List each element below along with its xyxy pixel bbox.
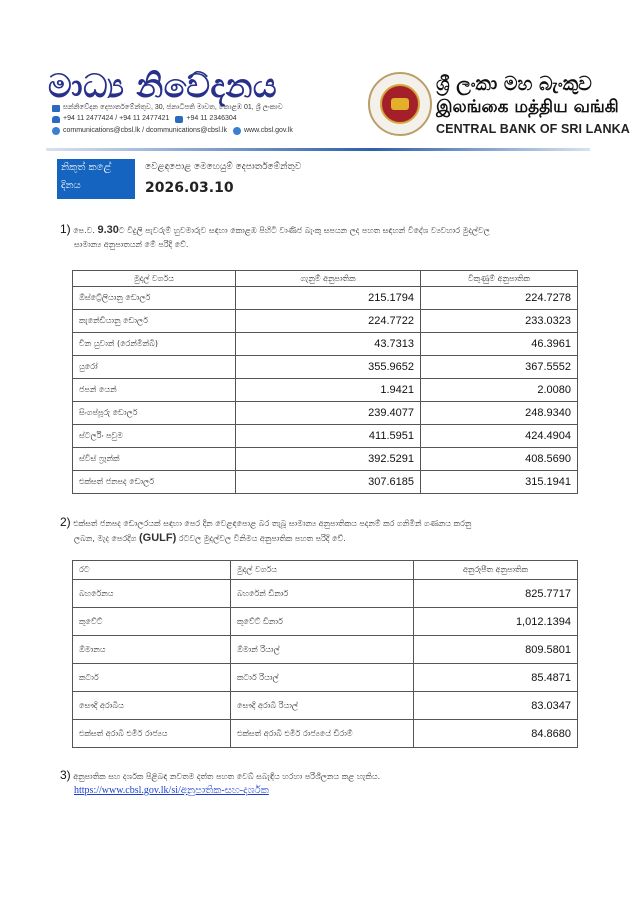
sell-cell: 46.3961 — [421, 333, 578, 356]
currency-cell: ඕස්ට්‍රේලියානු ඩොලර් — [73, 287, 236, 310]
buy-cell: 224.7722 — [236, 310, 421, 333]
seal-inner-disc — [380, 84, 420, 124]
exchange-rates-table — [72, 270, 578, 494]
currency-cell: ස්විස් ෆ්‍රෑන්ක් — [73, 448, 236, 471]
phone-text: +94 11 2477424 / +94 11 2477421 — [63, 115, 170, 122]
date-value: 2026.03.10 — [145, 180, 234, 196]
email-row — [52, 126, 293, 136]
rates-indices-link[interactable]: https://www.cbsl.gov.lk/si/අනුපාතික-සහ-දර්ශක — [74, 785, 269, 796]
sell-cell: 233.0323 — [421, 310, 578, 333]
table-row — [73, 471, 578, 494]
country-cell: ඕමානය — [73, 636, 231, 664]
col-buying-rate: ගැනුම් අනුපාතික — [236, 271, 421, 287]
section-2-text-c: රටවල මුදල්වල විනිමය අනුපාතික පහත පරිදි වේ. — [176, 534, 346, 543]
header-divider — [46, 148, 590, 151]
section-2-text-a: එක්සත් ජනපද ඩොලරයක් සඳහා පෙර දින වෙළඳපොළ බර තැබූ සාමාන්‍ය අනුපාතිකය පදනම් කර ගනිමින් ගණනය කරනු — [73, 519, 472, 528]
address-row — [52, 103, 283, 113]
currency-cell: එක්සත් අරාබි එමීර් රාජ්‍යයේ ඩිරාම් — [231, 720, 414, 748]
buy-cell: 307.6185 — [236, 471, 421, 494]
buy-cell: 392.5291 — [236, 448, 421, 471]
currency-cell: කුවේට් ඩිනාර් — [231, 608, 414, 636]
country-cell: එක්සත් අරාබි එමීර් රාජ්‍යය — [73, 720, 231, 748]
section-2-gulf: (GULF) — [139, 532, 177, 544]
section-1-number: 1) — [60, 222, 71, 236]
table-row — [73, 664, 578, 692]
issued-by-label: නිකුත් කළේ — [57, 159, 135, 181]
currency-cell: චීන යුවාන් (රෙන්මින්බි) — [73, 333, 236, 356]
bank-name-sinhala: ශ්‍රී ලංකා මහ බැංකුව — [436, 73, 592, 95]
col-currency: මුදල් වර්ගය — [231, 561, 414, 580]
currency-cell: කැනේඩියානු ඩොලර් — [73, 310, 236, 333]
mail-icon — [52, 105, 60, 112]
col-currency: මුදල් වර්ගය — [73, 271, 236, 287]
phone-icon — [52, 116, 60, 123]
email-text[interactable]: communications@cbsl.lk / dcommunications@cbsl.lk — [63, 127, 227, 134]
gulf-rates-table — [72, 560, 578, 748]
phone-row — [52, 114, 237, 124]
buy-cell: 215.1794 — [236, 287, 421, 310]
table-row — [73, 720, 578, 748]
sell-cell: 367.5552 — [421, 356, 578, 379]
currency-cell: සෞදි අරාබි රියාල් — [231, 692, 414, 720]
table-header-row — [73, 561, 578, 580]
section-1-paragraph — [60, 222, 580, 252]
rate-cell: 84.8680 — [414, 720, 578, 748]
section-1-text-c: සාමාන්‍ය අනුපාතයන් මේ පරිදි වේ. — [74, 240, 189, 249]
currency-cell: යුරෝ — [73, 356, 236, 379]
col-selling-rate: විකුණුම් අනුපාතික — [421, 271, 578, 287]
bank-name-tamil: இலங்கை மத்திய வங்கி — [436, 97, 619, 117]
globe-icon — [233, 127, 241, 135]
sell-cell: 224.7278 — [421, 287, 578, 310]
address-text: සන්නිවේදන දෙපාර්තමේන්තුව, 30, ජනාධිපති මාවත, කොළඹ 01, ශ්‍රී ලංකාව — [63, 104, 283, 111]
buy-cell: 43.7313 — [236, 333, 421, 356]
sell-cell: 315.1941 — [421, 471, 578, 494]
section-2-number: 2) — [60, 515, 71, 529]
section-2-paragraph — [60, 515, 580, 546]
email-icon — [52, 127, 60, 135]
sell-cell: 248.9340 — [421, 402, 578, 425]
section-1-time: 9.30 — [97, 224, 119, 236]
press-release-title: මාධ්‍ය නිවේදනය — [48, 66, 278, 105]
country-cell: සෞදි අරාබිය — [73, 692, 231, 720]
currency-cell: ස්ටර්ලිං පවුම — [73, 425, 236, 448]
lion-emblem-icon — [391, 98, 409, 110]
col-country: රට — [73, 561, 231, 580]
sell-cell: 2.0080 — [421, 379, 578, 402]
country-cell: බහරේනය — [73, 580, 231, 608]
currency-cell: ඕමාන් රියාල් — [231, 636, 414, 664]
rate-cell: 83.0347 — [414, 692, 578, 720]
date-row — [57, 177, 234, 199]
currency-cell: ජපන් යෙන් — [73, 379, 236, 402]
rate-cell: 825.7717 — [414, 580, 578, 608]
table-row — [73, 448, 578, 471]
section-3-text: අනුපාතික සහ දර්ශක පිළිබඳ නවතම දත්ත පහත වෙබ් සබැඳිය හරහා පරිශීලනය කළ හැකිය. — [73, 772, 381, 781]
currency-cell: බහරේන් ඩිනාර් — [231, 580, 414, 608]
currency-cell: සිංගප්පූරු ඩොලර් — [73, 402, 236, 425]
buy-cell: 411.5951 — [236, 425, 421, 448]
section-3-number: 3) — [60, 768, 71, 782]
table-row — [73, 402, 578, 425]
sell-cell: 408.5690 — [421, 448, 578, 471]
website-text[interactable]: www.cbsl.gov.lk — [244, 127, 293, 134]
col-indicative-rate: අනුරූපීත අනුපාතික — [414, 561, 578, 580]
section-3-paragraph — [60, 768, 580, 798]
table-row — [73, 356, 578, 379]
table-row — [73, 636, 578, 664]
section-2-text-b: ලබන, මැද පෙරදිග — [74, 534, 139, 543]
fax-icon — [175, 116, 183, 123]
table-row — [73, 333, 578, 356]
table-row — [73, 379, 578, 402]
rate-cell: 809.5801 — [414, 636, 578, 664]
buy-cell: 355.9652 — [236, 356, 421, 379]
bank-name-english: CENTRAL BANK OF SRI LANKA — [436, 122, 630, 136]
fax-text: +94 11 2346304 — [186, 115, 237, 122]
table-row — [73, 310, 578, 333]
table-row — [73, 425, 578, 448]
table-header-row — [73, 271, 578, 287]
rate-cell: 1,012.1394 — [414, 608, 578, 636]
section-1-text-a: පෙ.ව. — [73, 226, 98, 235]
table-row — [73, 692, 578, 720]
country-cell: කටාර් — [73, 664, 231, 692]
country-cell: කුවේට් — [73, 608, 231, 636]
issued-by-value: වෙළඳපොළ මෙහෙයුම් දෙපාර්තමේන්තුව — [145, 162, 302, 172]
buy-cell: 1.9421 — [236, 379, 421, 402]
rate-cell: 85.4871 — [414, 664, 578, 692]
table-row — [73, 287, 578, 310]
table-row — [73, 580, 578, 608]
sell-cell: 424.4904 — [421, 425, 578, 448]
cbsl-seal-logo — [368, 72, 432, 136]
currency-cell: කටාර් රියාල් — [231, 664, 414, 692]
table-row — [73, 608, 578, 636]
date-label: දිනය — [57, 177, 135, 199]
buy-cell: 239.4077 — [236, 402, 421, 425]
currency-cell: එක්සත් ජනපද ඩොලර් — [73, 471, 236, 494]
section-1-text-b: ට විදුලි පැවරුම් හුවමාරුව සඳහා කොළඹ පිහිටි වාණිජ බැංකු සපයන ලද පහත සඳහන් විදේශ ව්‍යවහාර මුදල්වල — [118, 226, 490, 235]
